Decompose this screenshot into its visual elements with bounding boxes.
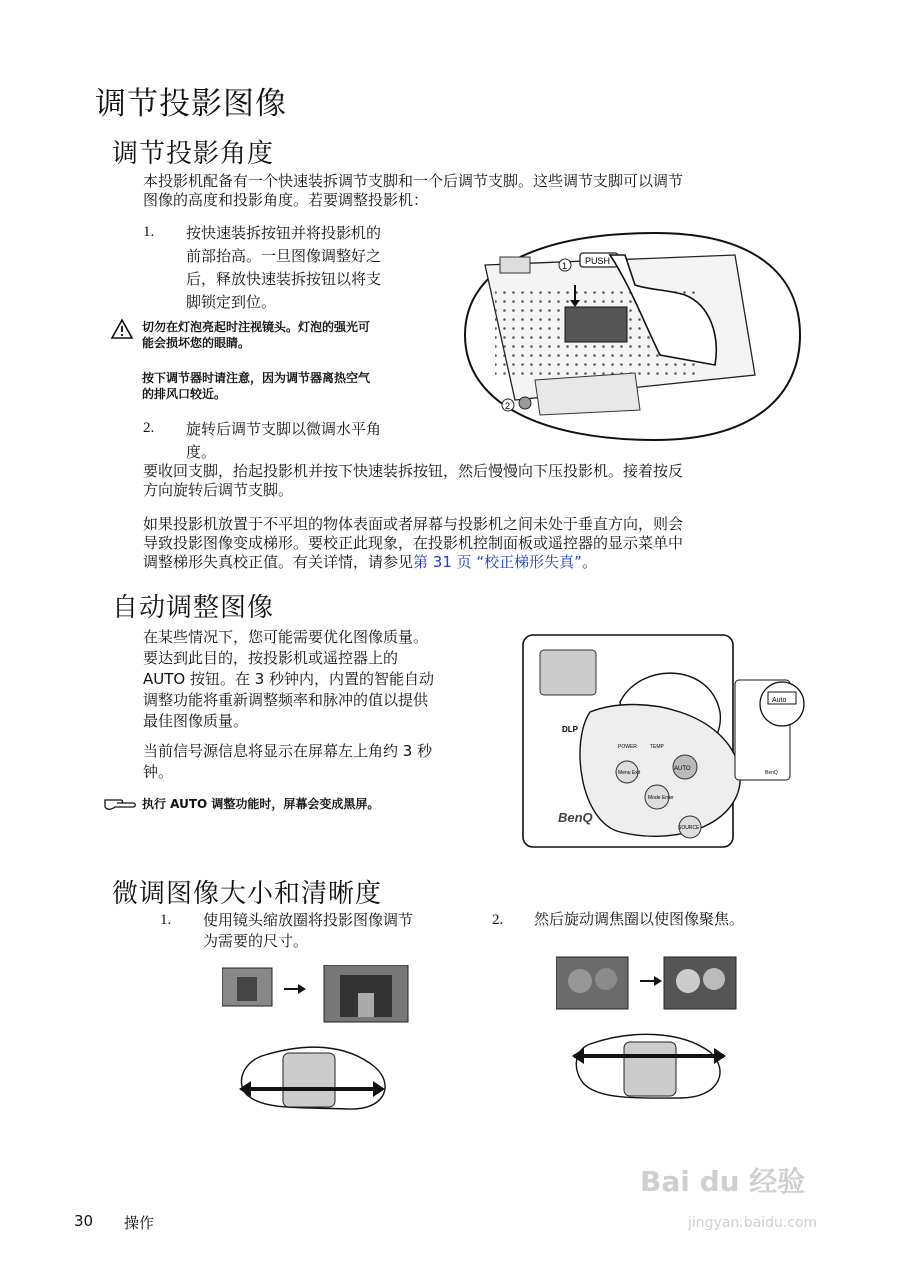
- warning-lens: [142, 319, 370, 351]
- step1-line: 按快速装拆按钮并将投影机的: [186, 224, 382, 242]
- footer-section: 操作: [124, 1214, 155, 1232]
- focus-images: [556, 955, 738, 1013]
- zoom-line: 使用镜头缩放圈将投影图像调节: [203, 911, 414, 929]
- step1-text: [186, 222, 381, 314]
- zoom-text: [203, 910, 413, 952]
- mode-label: Mode Enter: [648, 795, 674, 801]
- focus-text: 然后旋动调焦圈以使图像聚焦。: [534, 910, 745, 928]
- keystone-text: [143, 515, 683, 572]
- control-panel-diagram: [520, 632, 820, 850]
- warning-line: 能会损坏您的眼睛。: [142, 336, 251, 350]
- projector-foot-diagram: [455, 225, 805, 450]
- menu-label: Menu Exit: [618, 770, 641, 776]
- section-heading-auto: 自动调整图像: [112, 593, 275, 623]
- warning-heat: [142, 370, 370, 402]
- keystone-text-post: 。: [581, 553, 597, 571]
- focus-ring-diagram: [570, 1030, 730, 1102]
- brand-logo: BenQ: [558, 810, 593, 825]
- retract-line: 要收回支脚，抬起投影机并按下快速装拆按钮，然后慢慢向下压投影机。接着按反: [143, 462, 684, 480]
- zoom-line: 为需要的尺寸。: [203, 932, 309, 950]
- auto-text: [143, 627, 434, 732]
- auto-line: 在某些情况下，您可能需要优化图像质量。: [143, 628, 429, 646]
- push-label: PUSH: [585, 256, 611, 266]
- remote-auto-label: Auto: [772, 697, 787, 704]
- auto-info-text: [143, 741, 432, 783]
- note-hand-icon: [103, 794, 139, 812]
- step2-line: 旋转后调节支脚以微调水平角: [186, 420, 382, 438]
- keystone-text-pre: 调整梯形失真校正值。有关详情，请参见: [143, 553, 414, 571]
- zoom-ring-diagram: [235, 1045, 395, 1113]
- source-label: SOURCE: [678, 825, 700, 831]
- step-number: 2.: [143, 420, 155, 436]
- retract-line: 方向旋转后调节支脚。: [143, 481, 294, 499]
- auto-line: 要达到此目的，按投影机或遥控器上的: [143, 649, 399, 667]
- step-circle-1: 1: [562, 261, 568, 271]
- auto-info-line: 当前信号源信息将显示在屏幕左上角约 3 秒: [143, 742, 433, 760]
- dlp-logo: DLP: [562, 725, 578, 734]
- step1-line: 脚锁定到位。: [186, 293, 277, 311]
- step-number: 2.: [492, 912, 504, 928]
- auto-line: 调整功能将重新调整频率和脉冲的值以提供: [143, 691, 429, 709]
- auto-line: 最佳图像质量。: [143, 712, 249, 730]
- intro-line-1: 本投影机配备有一个快速装拆调节支脚和一个后调节支脚。这些调节支脚可以调节: [143, 172, 684, 190]
- page-title: 调节投影图像: [95, 86, 287, 122]
- keystone-line: 如果投影机放置于不平坦的物体表面或者屏幕与投影机之间未处于垂直方向，则会: [143, 515, 684, 533]
- step1-line: 前部抬高。一旦图像调整好之: [186, 247, 382, 265]
- step2-text: [186, 418, 381, 464]
- auto-button-label: AUTO: [674, 766, 691, 772]
- section-heading-angle: 调节投影角度: [112, 139, 275, 169]
- step-circle-2: 2: [505, 401, 511, 411]
- warning-line: 切勿在灯泡亮起时注视镜头。灯泡的强光可: [142, 320, 371, 334]
- step-number: 1.: [143, 224, 155, 240]
- retract-text: [143, 462, 683, 500]
- warning-icon: [110, 318, 134, 340]
- watermark-url: jingyan.baidu.com: [688, 1215, 818, 1231]
- zoom-images: [222, 965, 412, 1025]
- temp-label: TEMP: [650, 744, 664, 750]
- keystone-line: [143, 553, 683, 572]
- keystone-line: 导致投影图像变成梯形。要校正此现象，在投影机控制面板或遥控器的显示菜单中: [143, 534, 684, 552]
- remote-brand: BenQ: [765, 770, 778, 776]
- auto-note: 执行 AUTO 调整功能时，屏幕会变成黑屏。: [142, 797, 380, 811]
- keystone-link[interactable]: 第 31 页 “校正梯形失真”: [413, 553, 582, 571]
- step-number: 1.: [160, 912, 172, 928]
- auto-line: AUTO 按钮。在 3 秒钟内，内置的智能自动: [143, 670, 435, 688]
- auto-info-line: 钟。: [143, 763, 174, 781]
- watermark-brand: Bai du 经验: [640, 1165, 806, 1198]
- step1-line: 后，释放快速装拆按钮以将支: [186, 270, 382, 288]
- section-heading-zoom-focus: 微调图像大小和清晰度: [112, 879, 383, 909]
- intro-line-2: 图像的高度和投影角度。若要调整投影机：: [143, 191, 429, 209]
- power-label: POWER: [618, 744, 637, 750]
- step2-line: 度。: [186, 443, 217, 461]
- warning-line: 按下调节器时请注意，因为调节器离热空气: [142, 371, 371, 385]
- warning-line: 的排风口较近。: [142, 387, 227, 401]
- page-number: 30: [74, 1212, 94, 1230]
